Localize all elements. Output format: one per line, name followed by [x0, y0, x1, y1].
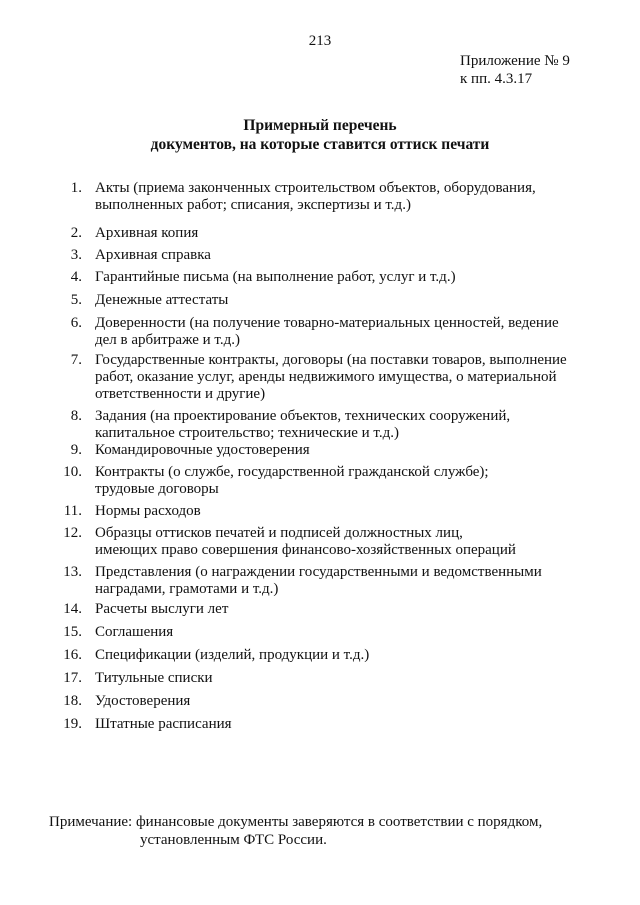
item-text-line: Удостоверения	[95, 693, 191, 709]
item-text	[95, 624, 585, 641]
item-text-line: Архивная справка	[95, 247, 211, 263]
item-text-line: Архивная копия	[95, 225, 199, 241]
note-line-1: Примечание: финансовые документы заверяются в соответствии с порядком,	[49, 814, 543, 830]
note-line-2: установленным ФТС России.	[140, 832, 327, 848]
item-text	[95, 464, 585, 498]
item-text	[95, 693, 585, 710]
item-text-line: ответственности и другие)	[95, 386, 266, 402]
item-text-line: Штатные расписания	[95, 716, 232, 732]
item-text-line: Акты (приема законченных строительством объектов, оборудования,	[95, 180, 536, 196]
item-number: 13.	[63, 564, 82, 580]
item-text-line: капитальное строительство; технические и т.д.)	[95, 425, 399, 441]
item-text-line: Соглашения	[95, 624, 174, 640]
item-text	[95, 292, 585, 309]
item-text-line: Нормы расходов	[95, 503, 201, 519]
item-number: 5.	[70, 292, 82, 308]
item-number: 1.	[70, 180, 82, 196]
item-text-line: Представления (о награждении государственными и ведомственными	[95, 564, 542, 580]
item-text	[95, 647, 585, 664]
item-text-line: Титульные списки	[95, 670, 213, 686]
item-number: 14.	[63, 601, 82, 617]
item-text	[95, 601, 585, 618]
item-text-line: Расчеты выслуги лет	[95, 601, 229, 617]
item-number: 8.	[70, 408, 82, 424]
item-text-line: Контракты (о службе, государственной гражданской службе);	[95, 464, 489, 480]
item-text	[95, 315, 585, 349]
item-text	[95, 670, 585, 687]
item-number: 2.	[70, 225, 82, 241]
item-number: 3.	[70, 247, 82, 263]
item-text-line: Гарантийные письма (на выполнение работ, услуг и т.д.)	[95, 269, 456, 285]
item-number: 9.	[70, 442, 82, 458]
item-text	[95, 525, 585, 559]
item-text-line: выполненных работ; списания, экспертизы и т.д.)	[95, 197, 411, 213]
item-text	[95, 225, 585, 242]
item-text-line: Командировочные удостоверения	[95, 442, 310, 458]
appendix-clause: к пп. 4.3.17	[460, 71, 533, 87]
appendix-reference	[460, 52, 570, 88]
document-title	[0, 116, 640, 154]
item-text-line: Денежные аттестаты	[95, 292, 229, 308]
item-number: 17.	[63, 670, 82, 686]
item-text	[95, 503, 585, 520]
item-text	[95, 352, 585, 403]
item-number: 10.	[63, 464, 82, 480]
appendix-label: Приложение № 9	[460, 53, 570, 69]
item-number: 6.	[70, 315, 82, 331]
item-number: 4.	[70, 269, 82, 285]
item-text	[95, 564, 585, 598]
footnote	[49, 813, 542, 849]
item-number: 7.	[70, 352, 82, 368]
item-text	[95, 408, 585, 442]
title-line-2: документов, на которые ставится оттиск печати	[150, 136, 490, 153]
title-line-1: Примерный перечень	[243, 117, 397, 134]
item-text-line: трудовые договоры	[95, 481, 219, 497]
item-number: 18.	[63, 693, 82, 709]
item-text-line: имеющих право совершения финансово-хозяйственных операций	[95, 542, 516, 558]
item-text	[95, 442, 585, 459]
item-text	[95, 716, 585, 733]
item-text	[95, 247, 585, 264]
page-number: 213	[308, 33, 332, 49]
item-text-line: работ, оказание услуг, аренды недвижимого имущества, о материальной	[95, 369, 557, 385]
item-text	[95, 180, 585, 214]
item-number: 15.	[63, 624, 82, 640]
item-text-line: Спецификации (изделий, продукции и т.д.)	[95, 647, 370, 663]
item-text	[95, 269, 585, 286]
item-text-line: Образцы оттисков печатей и подписей должностных лиц,	[95, 525, 463, 541]
item-number: 19.	[63, 716, 82, 732]
item-text-line: Доверенности (на получение товарно-материальных ценностей, ведение	[95, 315, 559, 331]
item-number: 12.	[63, 525, 82, 541]
item-text-line: наградами, грамотами и т.д.)	[95, 581, 279, 597]
item-text-line: Задания (на проектирование объектов, технических сооружений,	[95, 408, 511, 424]
item-text-line: дел в арбитраже и т.д.)	[95, 332, 240, 348]
item-text-line: Государственные контракты, договоры (на поставки товаров, выполнение	[95, 352, 567, 368]
item-number: 16.	[63, 647, 82, 663]
item-number: 11.	[63, 503, 82, 519]
